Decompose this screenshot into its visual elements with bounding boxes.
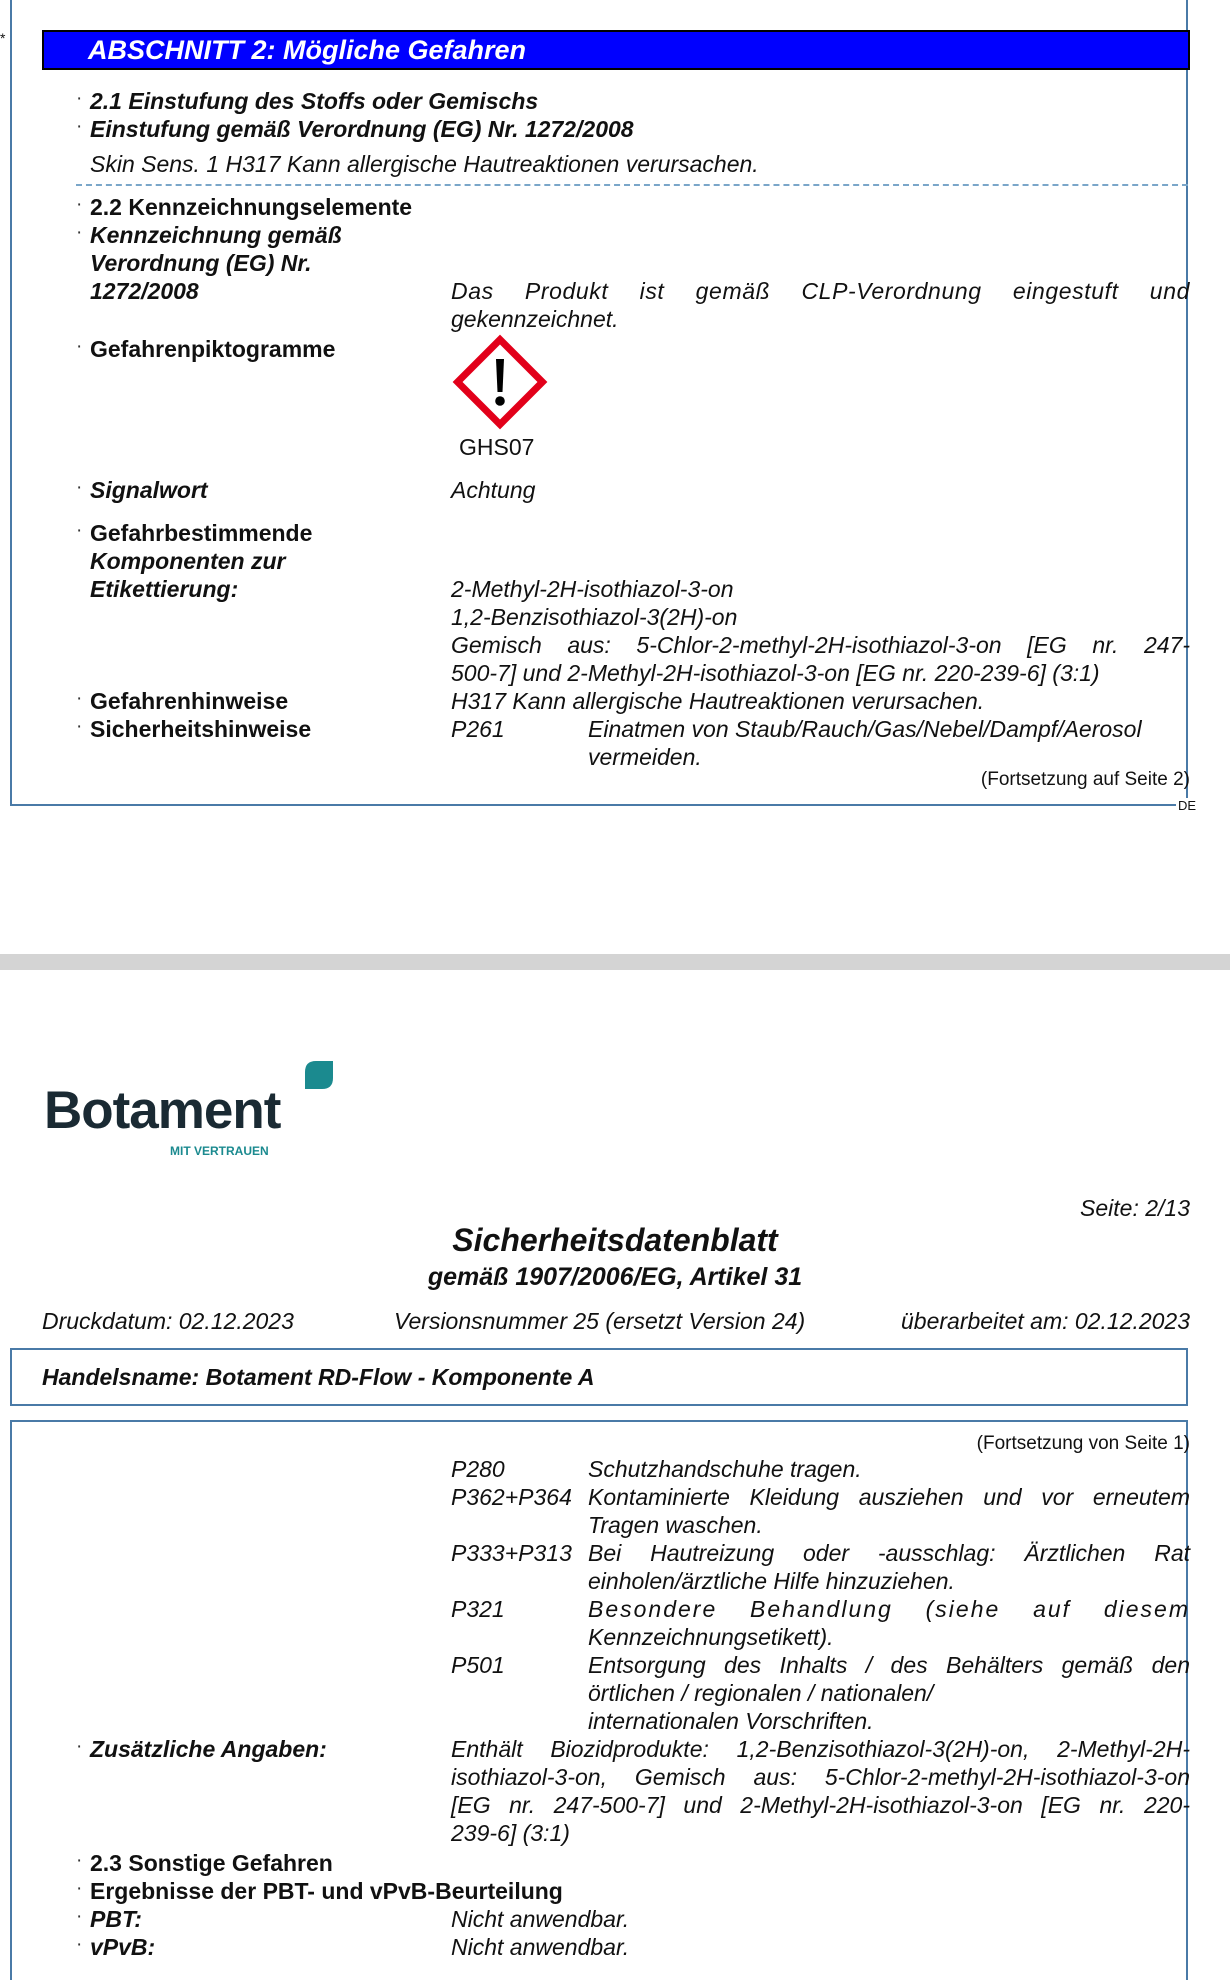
botament-logo — [44, 1058, 344, 1168]
p362-text-1: Kontaminierte Kleidung ausziehen und vor erneutem — [588, 1484, 1190, 1510]
label-vpvb: vPvB: — [90, 1934, 156, 1960]
continued-to-note: (Fortsetzung auf Seite 2) — [980, 769, 1190, 790]
bullet: · — [76, 1850, 83, 1871]
p321-text-2: Kennzeichnungsetikett). — [588, 1624, 834, 1650]
p261-text-1: Einatmen von Staub/Rauch/Gas/Nebel/Dampf/Aerosol — [588, 716, 1142, 742]
section-header-bar — [42, 30, 1190, 70]
label-kennzeichnung-1: Kennzeichnung gemäß — [90, 222, 342, 248]
komponente-3-line-2: 500-7] und 2-Methyl-2H-isothiazol-3-on [EG nr. 220-239-6] (3:1) — [451, 660, 1100, 686]
pbt-heading: Ergebnisse der PBT- und vPvB-Beurteilung — [90, 1878, 563, 1904]
label-piktogramme: Gefahrenpiktogramme — [90, 336, 336, 362]
p333-text-1: Bei Hautreizung oder -ausschlag: Ärztlichen Rat — [588, 1540, 1190, 1566]
pictogram-code: GHS07 — [459, 434, 535, 460]
s21-classification: Skin Sens. 1 H317 Kann allergische Hautreaktionen verursachen. — [90, 151, 759, 177]
dashed-divider — [76, 184, 1188, 186]
label-kennzeichnung-3: 1272/2008 — [90, 278, 199, 304]
kennzeichnung-value-2: gekennzeichnet. — [451, 306, 619, 332]
document-title: Sicherheitsdatenblatt — [452, 1222, 778, 1258]
p261-code: P261 — [451, 716, 505, 742]
bullet: · — [76, 1736, 83, 1757]
p501-text-3: internationalen Vorschriften. — [588, 1708, 874, 1734]
s23-heading: 2.3 Sonstige Gefahren — [90, 1850, 333, 1876]
ghs07-exclamation-icon — [450, 332, 550, 432]
logo-leaf-icon — [302, 1058, 334, 1090]
continued-from-note: (Fortsetzung von Seite 1) — [976, 1433, 1190, 1454]
bullet: · — [76, 336, 83, 357]
s22-heading: 2.2 Kennzeichnungselemente — [90, 194, 413, 220]
print-date: Druckdatum: 02.12.2023 — [42, 1308, 294, 1334]
revised-date: überarbeitet am: 02.12.2023 — [901, 1308, 1190, 1334]
page-number: Seite: 2/13 — [1080, 1195, 1190, 1221]
p280-code: P280 — [451, 1456, 505, 1482]
zusatz-text-4: 239-6] (3:1) — [451, 1820, 570, 1846]
logo-wordmark: Botament — [44, 1081, 281, 1140]
p501-text-1: Entsorgung des Inhalts / des Behälters gemäß den — [588, 1652, 1190, 1678]
bullet: · — [76, 116, 83, 137]
bullet: · — [76, 1878, 83, 1899]
bullet: · — [76, 688, 83, 709]
komponente-3-line-1: Gemisch aus: 5-Chlor-2-methyl-2H-isothiazol-3-on [EG nr. 247- — [451, 632, 1190, 658]
page-separator — [0, 954, 1230, 970]
p280-text: Schutzhandschuhe tragen. — [588, 1456, 862, 1482]
p261-text-2: vermeiden. — [588, 744, 702, 770]
p362-text-2: Tragen waschen. — [588, 1512, 763, 1538]
bullet: · — [76, 222, 83, 243]
label-sicherheitshinweise: Sicherheitshinweise — [90, 716, 312, 742]
label-gefahrenhinweise: Gefahrenhinweise — [90, 688, 289, 714]
logo-tagline: MIT VERTRAUEN — [170, 1144, 269, 1158]
p333-text-2: einholen/ärztliche Hilfe hinzuziehen. — [588, 1568, 955, 1594]
p333-code: P333+P313 — [451, 1540, 572, 1566]
s21-heading: 2.1 Einstufung des Stoffs oder Gemischs — [90, 88, 539, 114]
pbt-value: Nicht anwendbar. — [451, 1906, 630, 1932]
kennzeichnung-value-1: Das Produkt ist gemäß CLP-Verordnung eingestuft und — [451, 278, 1190, 304]
bullet: · — [76, 520, 83, 541]
language-code: DE — [1178, 798, 1197, 813]
bullet: · — [76, 194, 83, 215]
bullet: · — [76, 1934, 83, 1955]
komponente-1: 2-Methyl-2H-isothiazol-3-on — [451, 576, 734, 602]
label-pbt: PBT: — [90, 1906, 142, 1932]
p362-code: P362+P364 — [451, 1484, 572, 1510]
label-kennzeichnung-2: Verordnung (EG) Nr. — [90, 250, 312, 276]
label-signalwort: Signalwort — [90, 477, 208, 503]
bullet: · — [76, 716, 83, 737]
s21-subheading: Einstufung gemäß Verordnung (EG) Nr. 1272/2008 — [90, 116, 634, 142]
bullet: · — [76, 1906, 83, 1927]
section-title: ABSCHNITT 2: Mögliche Gefahren — [88, 35, 527, 65]
p501-text-2: örtlichen / regionalen / nationalen/ — [588, 1680, 934, 1706]
footer-line — [10, 804, 1158, 806]
gefahrenhinweise-value: H317 Kann allergische Hautreaktionen verursachen. — [451, 688, 985, 714]
version-number: Versionsnummer 25 (ersetzt Version 24) — [394, 1308, 806, 1334]
komponente-2: 1,2-Benzisothiazol-3(2H)-on — [451, 604, 738, 630]
zusatz-text-1: Enthält Biozidprodukte: 1,2-Benzisothiazol-3(2H)-on, 2-Methyl-2H- — [451, 1736, 1190, 1762]
bullet: · — [76, 477, 83, 498]
trade-name: Handelsname: Botament RD-Flow - Komponente A — [42, 1364, 595, 1390]
p321-code: P321 — [451, 1596, 505, 1622]
p501-code: P501 — [451, 1652, 505, 1678]
asterisk-mark: * — [0, 30, 6, 46]
p321-text-1: Besondere Behandlung (siehe auf diesem — [588, 1596, 1190, 1622]
label-komponenten-3: Etikettierung: — [90, 576, 239, 602]
bullet: · — [76, 88, 83, 109]
document-subtitle: gemäß 1907/2006/EG, Artikel 31 — [427, 1263, 803, 1291]
label-komponenten-2: Komponenten zur — [90, 548, 286, 574]
zusatz-text-2: isothiazol-3-on, Gemisch aus: 5-Chlor-2-methyl-2H-isothiazol-3-on — [451, 1764, 1190, 1790]
label-zusaetzliche-angaben: Zusätzliche Angaben: — [90, 1736, 327, 1762]
zusatz-text-3: [EG nr. 247-500-7] und 2-Methyl-2H-isothiazol-3-on [EG nr. 220- — [451, 1792, 1190, 1818]
vpvb-value: Nicht anwendbar. — [451, 1934, 630, 1960]
label-komponenten-1: Gefahrbestimmende — [90, 520, 313, 546]
signalwort-value: Achtung — [451, 477, 536, 503]
